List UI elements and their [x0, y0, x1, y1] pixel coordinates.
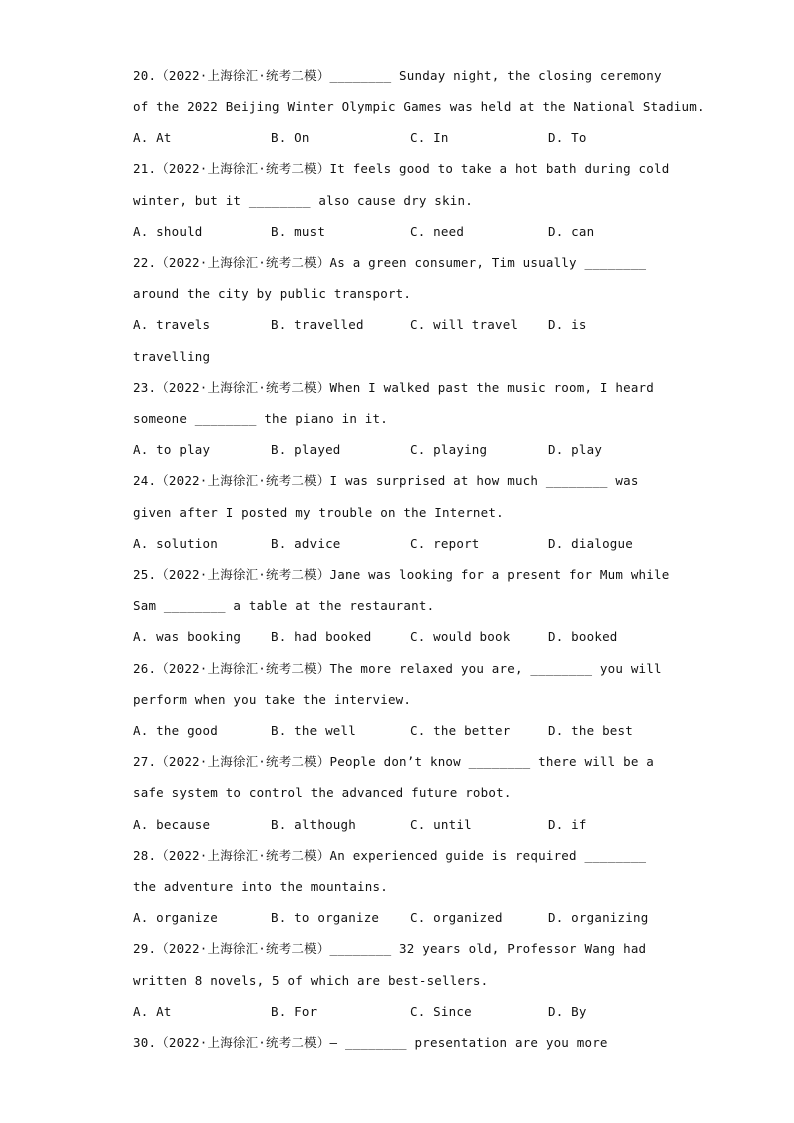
question-29-options — [133, 1002, 587, 1022]
option-b: B. must — [271, 224, 326, 239]
question-21-options — [133, 222, 595, 242]
option-d: D. booked — [548, 629, 618, 644]
option-b: B. played — [271, 442, 341, 457]
option-d: D. dialogue — [548, 536, 633, 551]
question-29-line-1: 29.（2022·上海徐汇·统考二模）________ 32 years old, Professor Wang had — [133, 941, 647, 956]
option-a: A. should — [133, 224, 203, 239]
option-d: D. the best — [548, 723, 633, 738]
question-27-line-2: safe system to control the advanced future robot. — [133, 785, 512, 800]
option-c: C. would book — [410, 629, 511, 644]
question-23-options — [133, 440, 603, 460]
question-23-line-2: someone ________ the piano in it. — [133, 411, 388, 426]
option-a: A. solution — [133, 536, 218, 551]
option-d: D. is — [548, 317, 587, 332]
option-b: B. For — [271, 1004, 318, 1019]
option-c: C. will travel — [410, 317, 519, 332]
question-30-line-1: 30.（2022·上海徐汇·统考二模）— ________ presentation are you more — [133, 1035, 608, 1050]
option-d: D. organizing — [548, 910, 649, 925]
option-b: B. although — [271, 817, 356, 832]
option-a: A. the good — [133, 723, 218, 738]
option-c: C. report — [410, 536, 480, 551]
question-24-line-1: 24.（2022·上海徐汇·统考二模）I was surprised at how much ________ was — [133, 473, 639, 488]
option-d: D. if — [548, 817, 587, 832]
question-20-line-2: of the 2022 Beijing Winter Olympic Games was held at the National Stadium. — [133, 99, 705, 114]
question-25-line-2: Sam ________ a table at the restaurant. — [133, 598, 435, 613]
question-29-line-2: written 8 novels, 5 of which are best-sellers. — [133, 973, 489, 988]
question-24-options — [133, 534, 633, 554]
option-b: B. had booked — [271, 629, 372, 644]
question-23-line-1: 23.（2022·上海徐汇·统考二模）When I walked past the music room, I heard — [133, 380, 655, 395]
question-26-line-2: perform when you take the interview. — [133, 692, 412, 707]
option-a: A. to play — [133, 442, 211, 457]
question-22-option-overflow: travelling — [133, 349, 211, 364]
option-b: B. the well — [271, 723, 356, 738]
option-d: D. play — [548, 442, 603, 457]
option-d: D. By — [548, 1004, 587, 1019]
option-c: C. In — [410, 130, 449, 145]
option-d: D. can — [548, 224, 595, 239]
question-27-options — [133, 815, 587, 835]
question-27-line-1: 27.（2022·上海徐汇·统考二模）People don’t know ________ there will be a — [133, 754, 655, 769]
question-25-options — [133, 627, 618, 647]
option-a: A. At — [133, 130, 172, 145]
question-20-line-1: 20.（2022·上海徐汇·统考二模）________ Sunday night, the closing ceremony — [133, 68, 662, 83]
option-c: C. organized — [410, 910, 503, 925]
option-a: A. because — [133, 817, 211, 832]
option-c: C. until — [410, 817, 472, 832]
question-21-line-1: 21.（2022·上海徐汇·统考二模）It feels good to take a hot bath during cold — [133, 161, 670, 176]
option-b: B. travelled — [271, 317, 364, 332]
option-a: A. organize — [133, 910, 218, 925]
option-b: B. On — [271, 130, 310, 145]
question-26-line-1: 26.（2022·上海徐汇·统考二模）The more relaxed you are, ________ you will — [133, 661, 662, 676]
question-21-line-2: winter, but it ________ also cause dry skin. — [133, 193, 473, 208]
question-20-options — [133, 128, 587, 148]
question-22-options — [133, 315, 587, 335]
option-c: C. need — [410, 224, 465, 239]
question-22-line-2: around the city by public transport. — [133, 286, 412, 301]
question-28-line-2: the adventure into the mountains. — [133, 879, 388, 894]
option-a: A. At — [133, 1004, 172, 1019]
option-a: A. travels — [133, 317, 211, 332]
option-b: B. advice — [271, 536, 341, 551]
question-26-options — [133, 721, 633, 741]
question-25-line-1: 25.（2022·上海徐汇·统考二模）Jane was looking for a present for Mum while — [133, 567, 670, 582]
question-28-options — [133, 908, 649, 928]
question-28-line-1: 28.（2022·上海徐汇·统考二模）An experienced guide is required ________ — [133, 848, 647, 863]
question-24-line-2: given after I posted my trouble on the Internet. — [133, 505, 504, 520]
option-c: C. the better — [410, 723, 511, 738]
option-a: A. was booking — [133, 629, 242, 644]
option-c: C. Since — [410, 1004, 472, 1019]
option-b: B. to organize — [271, 910, 380, 925]
option-d: D. To — [548, 130, 587, 145]
option-c: C. playing — [410, 442, 488, 457]
question-22-line-1: 22.（2022·上海徐汇·统考二模）As a green consumer, Tim usually ________ — [133, 255, 647, 270]
